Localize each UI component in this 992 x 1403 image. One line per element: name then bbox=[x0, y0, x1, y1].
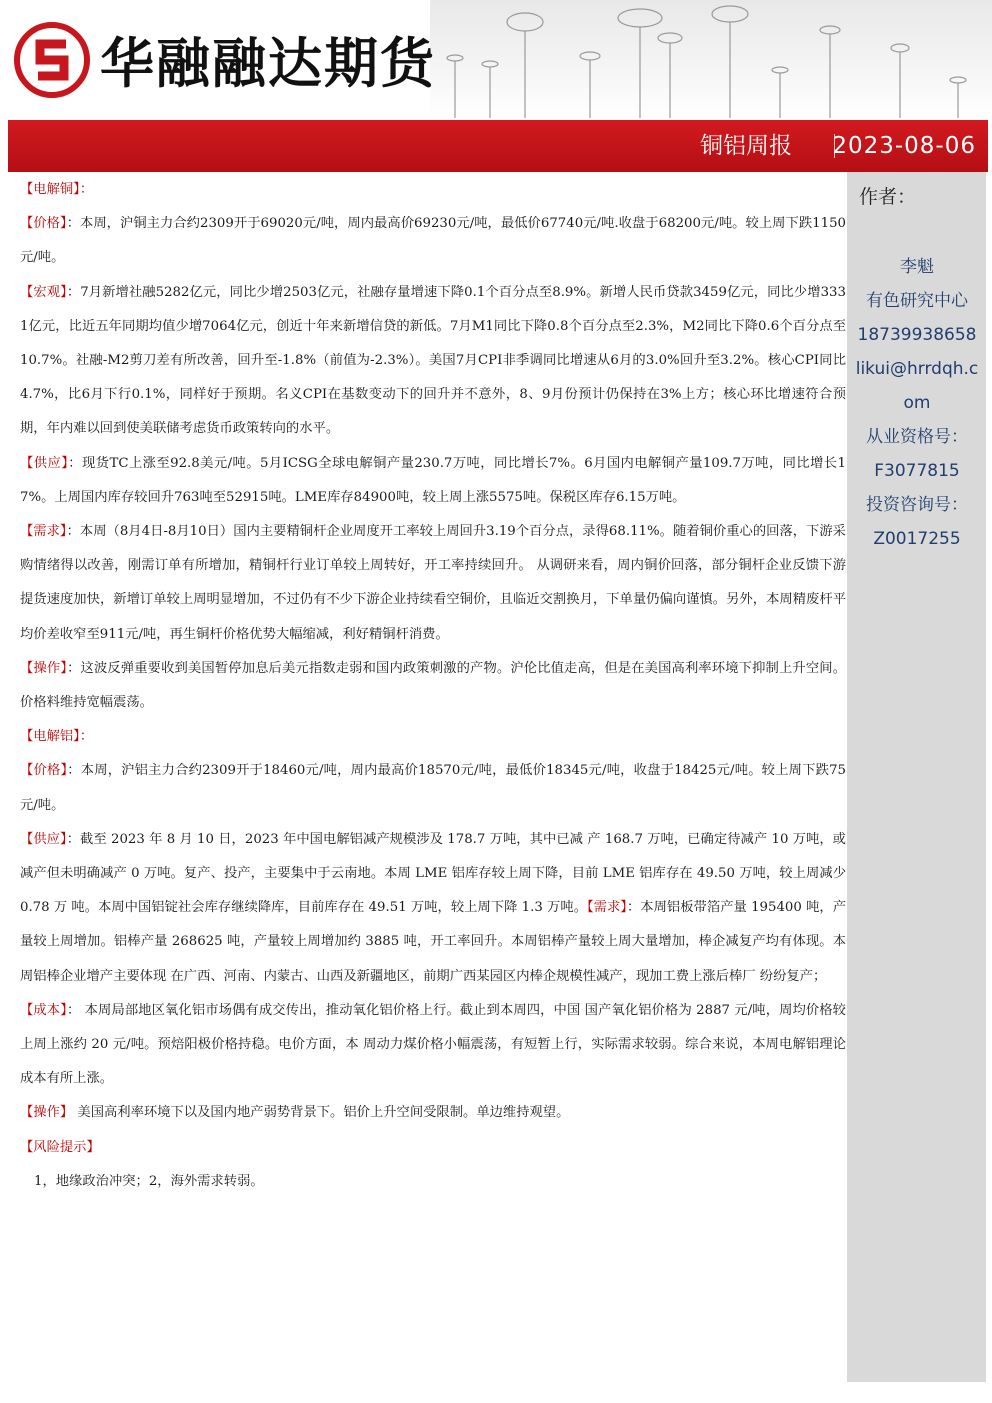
report-date: 2023-08-06 bbox=[832, 133, 976, 159]
price-tag: 【价格】 bbox=[20, 216, 67, 232]
copper-price-paragraph: 【价格】：本周，沪铜主力合约2309开于69020元/吨，周内最高价69230元/吨，最低价67740元/吨.收盘于68200元/吨。较上周下跌1150元/吨。 bbox=[20, 216, 846, 266]
author-info bbox=[853, 250, 981, 556]
aluminum-cost-paragraph: 【成本】： 本周局部地区氧化铝市场偶有成交传出，推动氧化铝价格上行。截止到本周四，中国 国产氧化铝价格为 2887 元/吨，周均价格较上周上涨约 20 元/吨。预焙阳极价格持稳。电价方面，本 周动力煤价格小幅震荡，有短暂上行，实际需求较弱。综合来说，本周电解铝理论成本有所上涨。 bbox=[20, 1002, 846, 1087]
demand-tag: 【需求】 bbox=[20, 524, 67, 540]
copper-supply-paragraph: 【供应】：现货TC上涨至92.8美元/吨。5月ICSG全球电解铜产量230.7万吨，同比增长7%。6月国内电解铜产量109.7万吨，同比增长17%。上周国内库存较回升763吨至52915吨。LME库存84900吨，较上周上涨5575吨。保税区库存6.15万吨。 bbox=[20, 455, 846, 505]
author-department: 有色研究中心 bbox=[866, 291, 968, 311]
aluminum-section-title: 【电解铝】： bbox=[20, 729, 94, 745]
copper-demand-paragraph: 【需求】：本周（8月4日-8月10日）国内主要精铜杆企业周度开工率较上周回升3.19个百分点，录得68.11%。随着铜价重心的回落，下游采购情绪得以改善，刚需订单有所增加，精铜杆行业订单较上周转好，开工率持续回升。 从调研来看，周内铜价回落，部分铜杆企业反馈下游提货速度加快，新增订单较上周明显增加，不过仍有不少下游企业持续看空铜价，且临近交割换月，下单量仍偏向谨慎。另外，本周精废杆平均价差收窄至911元/吨，再生铜杆价格优势大幅缩减，利好精铜杆消费。 bbox=[20, 524, 846, 642]
aluminum-operation-paragraph: 【操作】 美国高利率环境下以及国内地产弱势背景下。铝价上升空间受限制。单边维持观望。 bbox=[20, 1105, 570, 1121]
qualification-number: F3077815 bbox=[874, 461, 960, 481]
author-email: likui@hrrdqh.com bbox=[855, 359, 979, 413]
brand-name: 华融融达期货 bbox=[100, 32, 436, 95]
risk-section-title: 【风险提示】 bbox=[20, 1139, 100, 1155]
decorative-lamp-graphic bbox=[430, 0, 992, 120]
author-sidebar bbox=[847, 172, 986, 1382]
author-phone: 18739938658 bbox=[857, 325, 977, 345]
advisory-number: Z0017255 bbox=[873, 529, 961, 549]
demand-tag: 【需求】 bbox=[587, 900, 627, 916]
operation-tag: 【操作】 bbox=[20, 660, 68, 676]
author-name: 李魁 bbox=[900, 257, 934, 277]
copper-macro-paragraph: 【宏观】：7月新增社融5282亿元，同比少增2503亿元，社融存量增速下降0.1个百分点至8.9%。新增人民币贷款3459亿元，同比少增3331亿元，比近五年同期均值少增7064亿元，创近十年来新增信贷的新低。7月M1同比下降0.8个百分点至2.3%，M2同比下降0.6个百分点至10.7%。社融-M2剪刀差有所改善，回升至-1.8%（前值为-2.3%）。美国7月CPI非季调同比增速从6月的3.0%回升至3.2%。核心CPI同比4.7%，比6月下行0.1%，同样好于预期。名义CPI在基数变动下的回升并不意外，8、9月份预计仍保持在3%上方；核心环比增速符合预期，年内难以回到使美联储考虑货币政策转向的水平。 bbox=[20, 284, 846, 437]
aluminum-supply-paragraph: 【供应】：截至 2023 年 8 月 10 日，2023 年中国电解铝减产规模涉及 178.7 万吨，其中已减 产 168.7 万吨，已确定待减产 10 万吨，或减产但未明确减产 0 万吨。复产、投产，主要集中于云南地。本周 LME 铝库存较上周下降，目前 LME 铝库存在 49.50 万吨，较上周减少 0.78 万 吨。本周中国铝锭社会库存继续降库，目前库存在 49.51 万吨，较上周下降 1.3 万吨。【需求】：本周铝板带箔产量 195400 吨，产量较上周增加。铝棒产量 268625 吨，产量较上周增加约 3885 吨，开工率回升。本周铝棒产量较上周大量增加，棒企减复产均有体现。本周铝棒企业增产主要体现 在广西、河南、内蒙古、山西及新疆地区，前期广西某园区内棒企规模性减产，现加工费上涨后棒厂 纷纷复产； bbox=[20, 831, 846, 984]
risk-paragraph: 1，地缘政治冲突；2，海外需求转弱。 bbox=[34, 1173, 264, 1189]
copper-section-title: 【电解铜】： bbox=[20, 182, 94, 197]
report-title: 铜铝周报 bbox=[700, 133, 792, 159]
author-label: 作者： bbox=[859, 186, 917, 208]
supply-tag: 【供应】 bbox=[20, 455, 69, 471]
operation-tag: 【操作】 bbox=[20, 1105, 74, 1121]
report-title-bar bbox=[8, 120, 988, 172]
page-header bbox=[0, 0, 992, 120]
report-body bbox=[20, 173, 846, 1199]
price-tag: 【价格】 bbox=[20, 763, 68, 779]
copper-operation-paragraph: 【操作】：这波反弹重要收到美国暂停加息后美元指数走弱和国内政策刺激的产物。沪伦比值走高，但是在美国高利率环境下抑制上升空间。价格料维持宽幅震荡。 bbox=[20, 660, 846, 711]
cost-tag: 【成本】 bbox=[20, 1002, 67, 1018]
supply-tag: 【供应】 bbox=[20, 831, 67, 847]
aluminum-price-paragraph: 【价格】：本周，沪铝主力合约2309开于18460元/吨，周内最高价18570元/吨，最低价18345元/吨，收盘于18425元/吨。较上周下跌75元/吨。 bbox=[20, 763, 846, 813]
company-logo-icon bbox=[14, 22, 90, 98]
macro-tag: 【宏观】 bbox=[20, 284, 67, 300]
advisory-label: 投资咨询号： bbox=[866, 495, 968, 515]
qualification-label: 从业资格号： bbox=[866, 427, 968, 447]
